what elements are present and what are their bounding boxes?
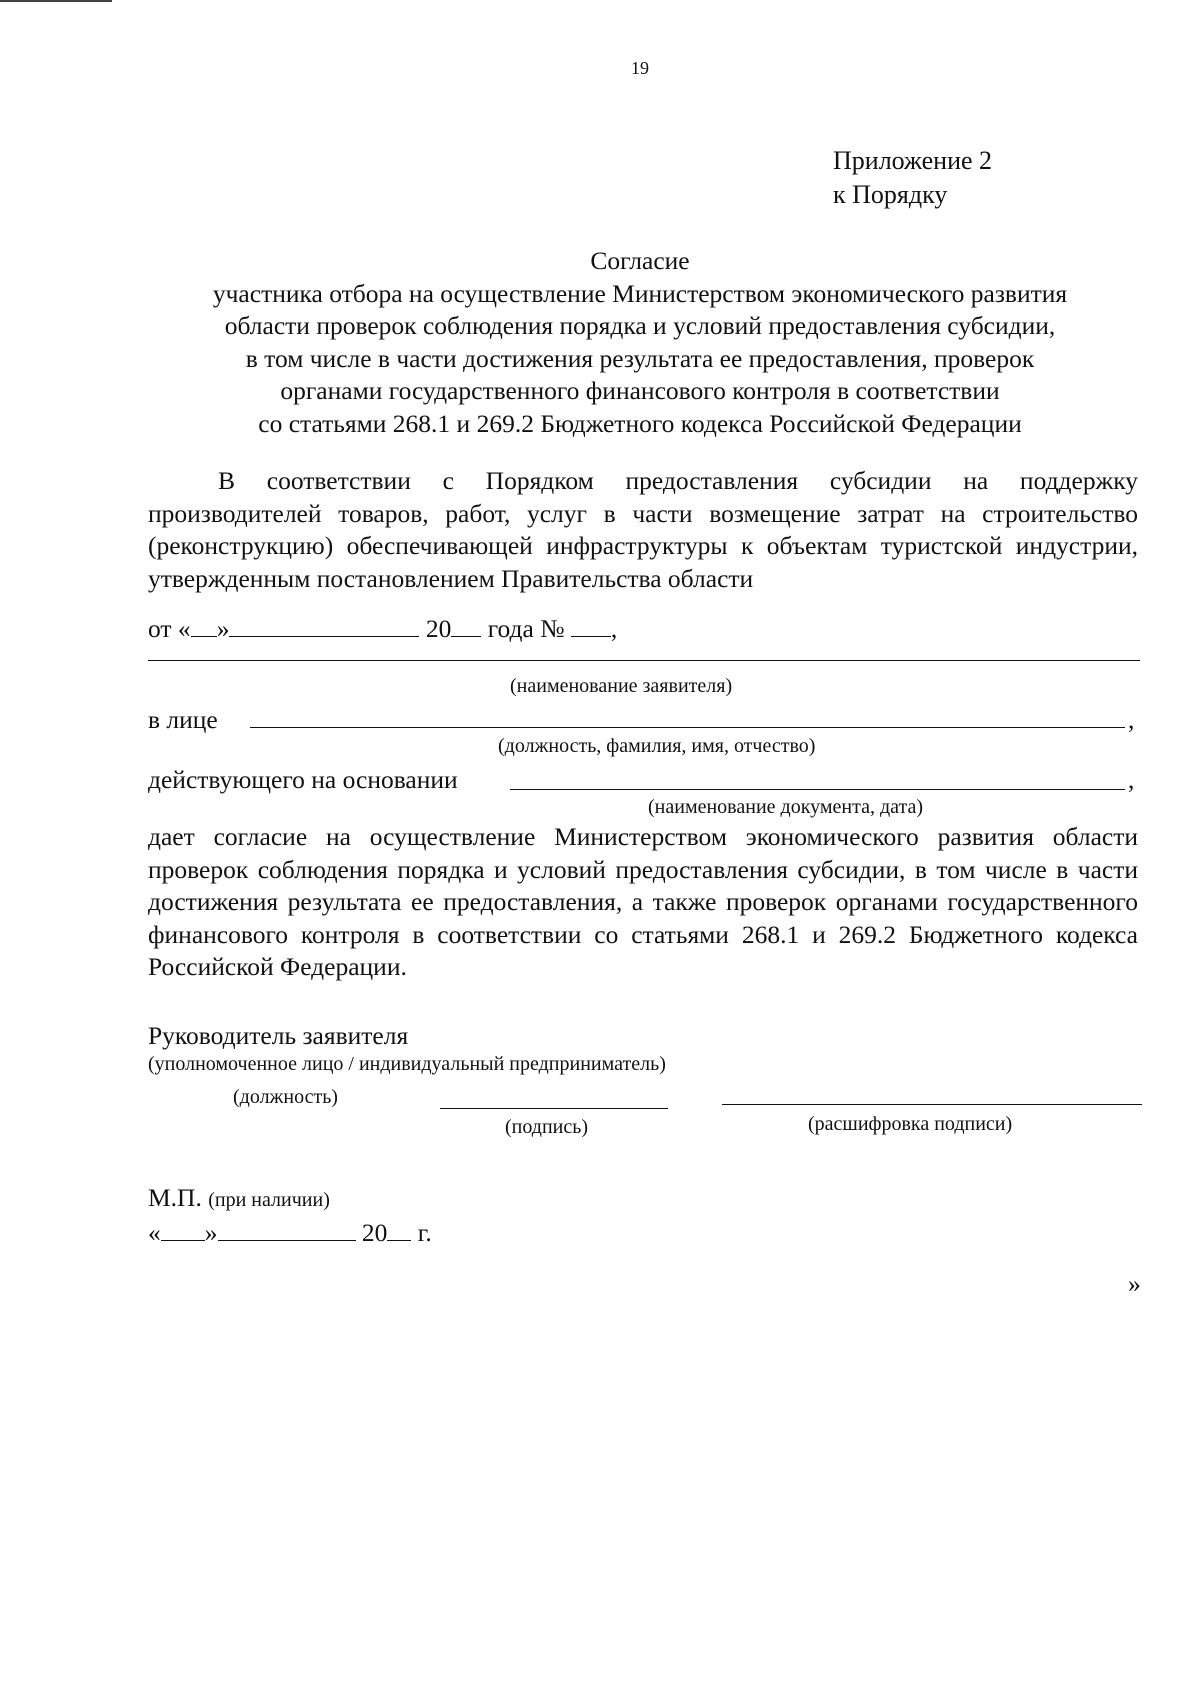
consent-paragraph: дает согласие на осуществление Министерством экономического развития области проверок соблюдения порядка и условий предоставления субсидии, в том числе в части достижения результата ее предоставления, а также проверок органами государственного финансового контроля в соответствии со статьями 268.1 и 269.2 Бюджетного кодекса Российской Федерации. (148, 822, 1138, 981)
day-blank[interactable] (191, 612, 217, 637)
title-line-3: области проверок соблюдения порядка и условий предоставления субсидии, (224, 311, 1056, 340)
signature-decode-blank[interactable] (722, 1104, 1142, 1105)
resolution-number-blank[interactable] (571, 612, 611, 637)
appendix-note (833, 144, 992, 212)
stamp-date-open: « (148, 1218, 161, 1247)
stamp-label: М.П. (148, 1183, 202, 1212)
stamp-date-line (148, 1216, 432, 1249)
stamp-year-prefix: 20 (361, 1218, 388, 1247)
signature-caption: (подпись) (505, 1116, 589, 1138)
appendix-line-1: Приложение 2 (833, 146, 993, 175)
page-number: 19 (631, 58, 649, 78)
year-blank[interactable] (451, 612, 481, 637)
scan-edge-mark (0, 0, 112, 2)
head-sub-caption: (уполномоченное лицо / индивидуальный предприниматель) (148, 1053, 666, 1075)
signature-blank[interactable] (440, 1108, 668, 1109)
stamp-note: (при наличии) (208, 1189, 330, 1211)
stamp-date-close: » (204, 1218, 218, 1247)
head-label: Руководитель заявителя (148, 1021, 409, 1050)
year-suffix: года № (487, 614, 565, 643)
resolution-date-line (148, 612, 617, 645)
title-line-1: Согласие (590, 246, 690, 275)
applicant-name-caption: (наименование заявителя) (510, 675, 733, 697)
basis-line (148, 764, 458, 796)
basis-blank[interactable] (510, 789, 1125, 790)
appendix-line-2: к Порядку (833, 180, 948, 209)
stamp-month-blank[interactable] (218, 1216, 356, 1241)
document-title (140, 245, 1140, 440)
applicant-name-blank[interactable] (148, 660, 1140, 661)
date-prefix: от « (148, 614, 191, 643)
signature-decode-caption: (расшифровка подписи) (808, 1113, 1013, 1135)
basis-caption: (наименование документа, дата) (648, 796, 924, 818)
title-line-6: со статьями 268.1 и 269.2 Бюджетного кодекса Российской Федерации (258, 408, 1022, 438)
represented-blank[interactable] (250, 727, 1125, 728)
stamp-year-blank[interactable] (387, 1216, 411, 1241)
basis-label: действующего на основании (148, 765, 458, 794)
represented-label: в лице (148, 705, 218, 734)
position-caption: (должность) (233, 1086, 338, 1108)
basis-comma: , (1128, 765, 1135, 794)
date-mid: » (216, 614, 230, 643)
stamp-line (148, 1182, 330, 1216)
represented-line (148, 704, 218, 736)
title-line-5: органами государственного финансового контроля в соответствии (280, 376, 1000, 405)
title-line-2: участника отбора на осуществление Министерством экономического развития (212, 278, 1068, 308)
month-blank[interactable] (229, 612, 419, 637)
stamp-day-blank[interactable] (161, 1216, 205, 1241)
year-prefix: 20 (425, 614, 452, 643)
intro-paragraph (148, 465, 1138, 595)
stamp-year-suffix: г. (417, 1218, 432, 1247)
intro-text: В соответствии с Порядком предоставления субсидии на поддержку производителей товаров, работ, услуг в части возмещение затрат на строительство (реконструкцию) обеспечивающей инфраструктуры к объектам туристской индустрии, утвержденным постановлением Правительства области (148, 466, 1138, 593)
title-line-4: в том числе в части достижения результата ее предоставления, проверок (245, 343, 1035, 373)
date-line-comma: , (610, 614, 618, 643)
represented-caption: (должность, фамилия, имя, отчество) (498, 735, 816, 757)
represented-comma: , (1128, 705, 1135, 734)
closing-quote: » (1128, 1269, 1141, 1298)
